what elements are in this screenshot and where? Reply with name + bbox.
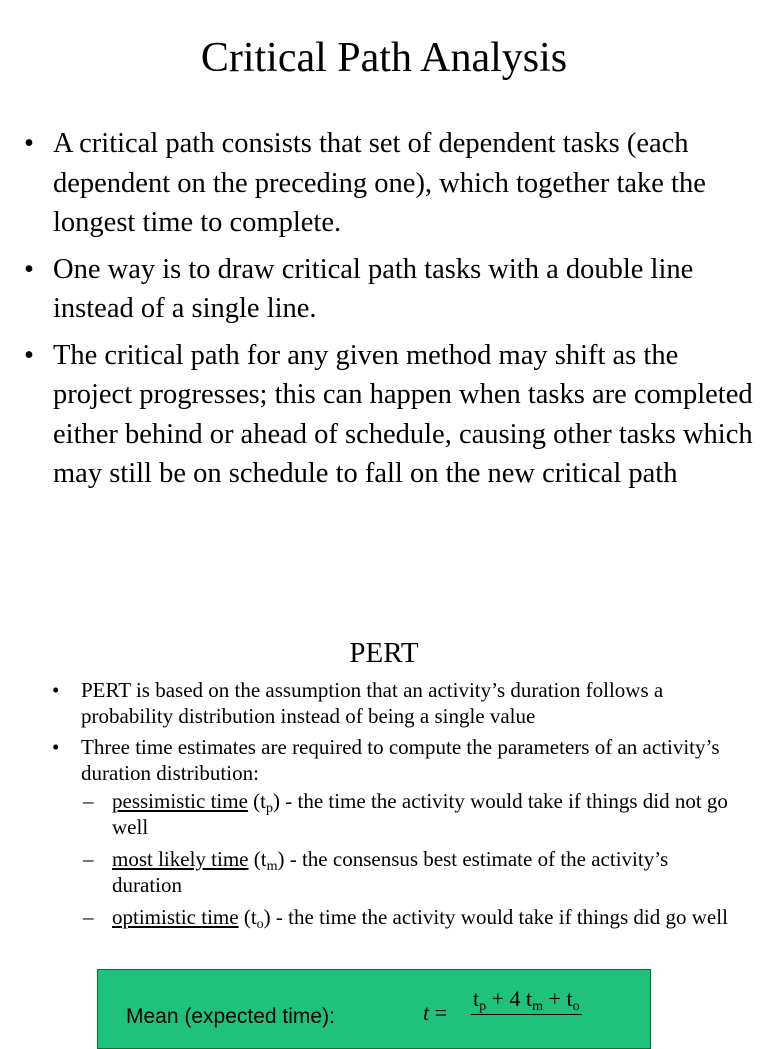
bullet-text: A critical path consists that set of dependent tasks (each dependent on the preceding one), which together take the longest time to complete.	[53, 128, 706, 238]
dash-icon: –	[83, 847, 94, 871]
term-label: optimistic time	[112, 905, 239, 929]
term-label: pessimistic time	[112, 789, 248, 813]
bullet-icon: •	[24, 339, 34, 371]
term-description: ) - the time the activity would take if things did not go well	[112, 789, 728, 839]
formula-fraction	[471, 986, 582, 1015]
list-item	[24, 336, 754, 494]
sub-item-most-likely: – most likely time $(t_m)$ - the consensus best estimate of the activity’s duration	[83, 847, 669, 897]
list-item	[52, 735, 732, 931]
page-title: Critical Path Analysis	[200, 35, 568, 81]
sub-item-optimistic: – optimistic time $(t_o)$ - the time the activity would take if things did go well	[83, 905, 728, 932]
section-title: PERT	[349, 637, 419, 669]
bullet-text: Three time estimates are required to compute the parameters of an activity’s duration distribution:	[81, 735, 720, 785]
bullet-text: One way is to draw critical path tasks with a double line instead of a single line.	[53, 253, 694, 324]
bullet-text: PERT is based on the assumption that an activity’s duration follows a probability distribution instead of being a single value	[81, 678, 664, 728]
symbol: t	[250, 905, 257, 929]
formula-lhs	[423, 1000, 447, 1026]
list-item	[24, 250, 754, 329]
list-item	[24, 124, 754, 243]
bullet-icon: •	[24, 128, 34, 159]
term-description: ) - the time the activity would take if things did go well	[263, 905, 728, 929]
symbol-subscript: o	[256, 917, 264, 932]
symbol: t	[260, 847, 267, 871]
time-estimate-list	[83, 789, 732, 931]
bullet-icon: •	[52, 735, 60, 759]
mean-label: Mean (expected time):	[126, 1005, 335, 1028]
dash-icon: –	[83, 789, 94, 813]
symbol: t	[260, 789, 266, 813]
symbol-subscript: m	[266, 859, 278, 874]
dash-icon: –	[83, 905, 94, 929]
formula-variable: t	[423, 1000, 430, 1025]
bullet-icon: •	[52, 678, 60, 702]
formula-numerator: $t_p + 4$ $t_m + t_o$	[473, 986, 580, 1014]
term-label: most likely time	[112, 847, 249, 871]
bullet-text: The critical path for any given method may shift as the project progresses; this can happen when tasks are completed either behind or ahead of schedule, causing other tasks which may still be on schedule to fall on the new critical path	[53, 339, 753, 489]
sub-item-pessimistic: – pessimistic time $(t_p)$ - the time the activity would take if things did not go well	[83, 789, 728, 839]
equals-sign: =	[434, 1000, 448, 1025]
mean-formula-box	[97, 969, 651, 1049]
pert-bullet-list	[52, 678, 732, 938]
term-description: ) - the consensus best estimate of the activity’s duration	[112, 847, 669, 897]
bullet-list	[24, 124, 754, 501]
symbol-subscript: p	[266, 801, 273, 816]
list-item	[52, 678, 732, 729]
bullet-icon: •	[24, 253, 34, 285]
